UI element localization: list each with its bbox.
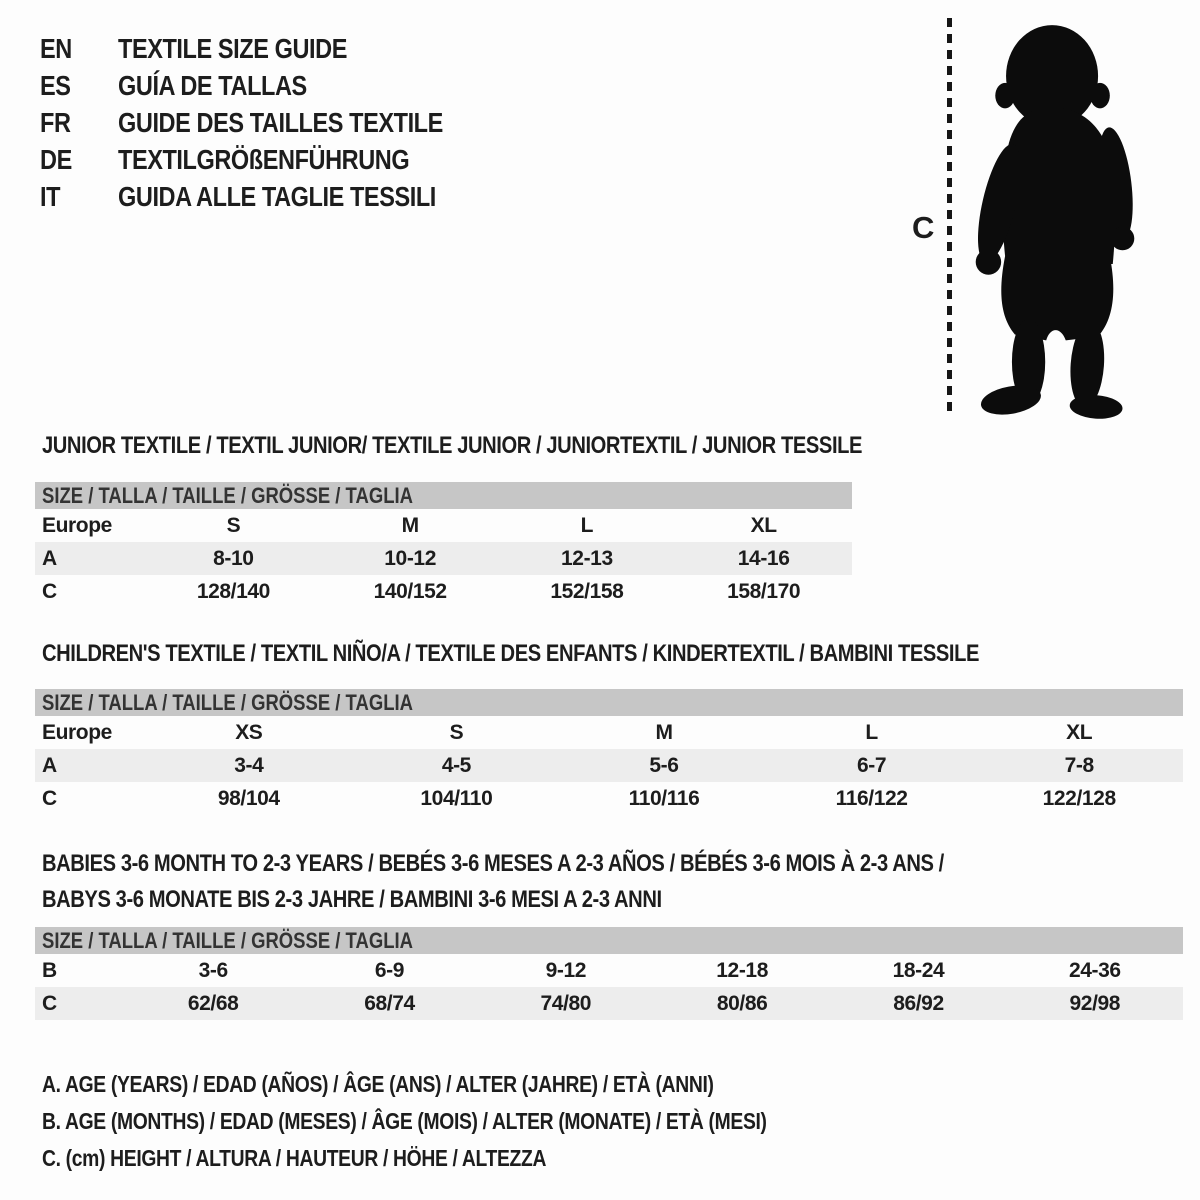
column-header: XS [235,720,263,744]
babies-title-line1: BABIES 3-6 MONTH TO 2-3 YEARS / BEBÉS 3-6 MESES A 2-3 AÑOS / BÉBÉS 3-6 MOIS À 2-3 ANS / [42,850,944,877]
language-code: IT [40,180,61,212]
cell: 140/152 [373,579,447,603]
cell: 8-10 [213,546,254,570]
children-section-title: CHILDREN'S TEXTILE / TEXTIL NIÑO/A / TEXTILE DES ENFANTS / KINDERTEXTIL / BAMBINI TESSILE [42,640,980,667]
column-header: M [401,513,419,537]
cell: 158/170 [727,579,801,603]
cell: 9-12 [545,958,587,982]
cell: 7-8 [1064,753,1094,777]
language-row [40,141,505,178]
cell: 3-4 [234,753,264,777]
size-header-bar [35,927,1183,954]
table-row [35,575,852,608]
cell: 10-12 [384,546,436,570]
size-header-bar [35,482,852,509]
legend-line-c: C. (cm) HEIGHT / ALTURA / HAUTEUR / HÖHE / ALTEZZA [42,1145,547,1171]
size-header-bar [35,689,1183,716]
column-header: M [655,720,673,744]
language-title: GUIDA ALLE TAGLIE TESSILI [118,180,436,212]
size-header-label: SIZE / TALLA / TAILLE / GRÖSSE / TAGLIA [42,689,413,715]
language-title: GUIDE DES TAILLES TEXTILE [118,106,443,138]
size-header-label: SIZE / TALLA / TAILLE / GRÖSSE / TAGLIA [42,927,413,953]
cell: 14-16 [737,546,790,570]
cell: 6-7 [857,753,887,777]
legend-line-a: A. AGE (YEARS) / EDAD (AÑOS) / ÂGE (ANS) / ALTER (JAHRE) / ETÀ (ANNI) [42,1071,714,1097]
cell: 122/128 [1042,786,1116,810]
measurement-legend [42,1066,905,1177]
cell: 74/80 [540,991,592,1015]
cell: 104/110 [420,786,493,810]
row-label: A [42,546,57,570]
column-header: L [580,513,594,537]
language-title-block [40,30,505,215]
language-code: FR [40,106,71,138]
height-measure-label: C [912,210,935,245]
table-row [35,782,1183,815]
cell: 98/104 [217,786,280,810]
language-row [40,178,505,215]
language-row [40,30,505,67]
cell: 12-18 [716,958,768,982]
language-code: DE [40,143,72,175]
cell: 92/98 [1069,991,1121,1015]
language-row [40,104,505,141]
column-header: L [865,720,878,744]
language-title: TEXTILGRÖßENFÜHRUNG [118,143,410,175]
cell: 62/68 [187,991,239,1015]
language-code: EN [40,32,72,64]
junior-section-title: JUNIOR TEXTILE / TEXTIL JUNIOR/ TEXTILE JUNIOR / JUNIORTEXTIL / JUNIOR TESSILE [42,432,863,459]
row-label: C [42,991,57,1015]
cell: 3-6 [198,958,228,982]
language-title: GUÍA DE TALLAS [118,69,307,101]
table-header-row [35,509,852,542]
language-title: TEXTILE SIZE GUIDE [118,32,347,64]
column-header: S [449,720,464,744]
children-size-table [35,689,1183,815]
region-label: Europe [42,513,112,537]
table-row [35,749,1183,782]
cell: 110/116 [628,786,700,810]
cell: 5-6 [649,753,679,777]
baby-silhouette-icon [962,14,1148,422]
table-row [35,987,1183,1020]
row-label: C [42,579,57,603]
legend-line-b: B. AGE (MONTHS) / EDAD (MESES) / ÂGE (MOIS) / ALTER (MONATE) / ETÀ (MESI) [42,1108,767,1134]
table-header-row [35,716,1183,749]
size-header-label: SIZE / TALLA / TAILLE / GRÖSSE / TAGLIA [42,482,413,508]
table-row [35,542,852,575]
height-measure-dashed-line [947,18,952,416]
cell: 6-9 [374,958,405,982]
cell: 24-36 [1068,958,1121,982]
cell: 80/86 [716,991,768,1015]
row-label: A [42,753,57,777]
babies-title-line2: BABYS 3-6 MONATE BIS 2-3 JAHRE / BAMBINI 3-6 MESI A 2-3 ANNI [42,886,662,913]
cell: 86/92 [893,991,944,1015]
cell: 68/74 [364,991,415,1015]
column-header: XL [1066,720,1093,744]
cell: 152/158 [550,579,624,603]
table-row [35,954,1183,987]
cell: 18-24 [892,958,945,982]
region-label: Europe [42,720,112,744]
column-header: XL [750,513,777,537]
babies-section-title [42,846,1116,918]
column-header: S [226,513,241,537]
babies-size-table [35,927,1183,1020]
row-label: C [42,786,57,810]
language-row [40,67,505,104]
row-label: B [42,958,57,982]
junior-size-table [35,482,852,608]
cell: 4-5 [441,753,471,777]
cell: 116/122 [835,786,908,810]
cell: 12-13 [561,546,613,570]
cell: 128/140 [196,579,270,603]
language-code: ES [40,69,71,101]
